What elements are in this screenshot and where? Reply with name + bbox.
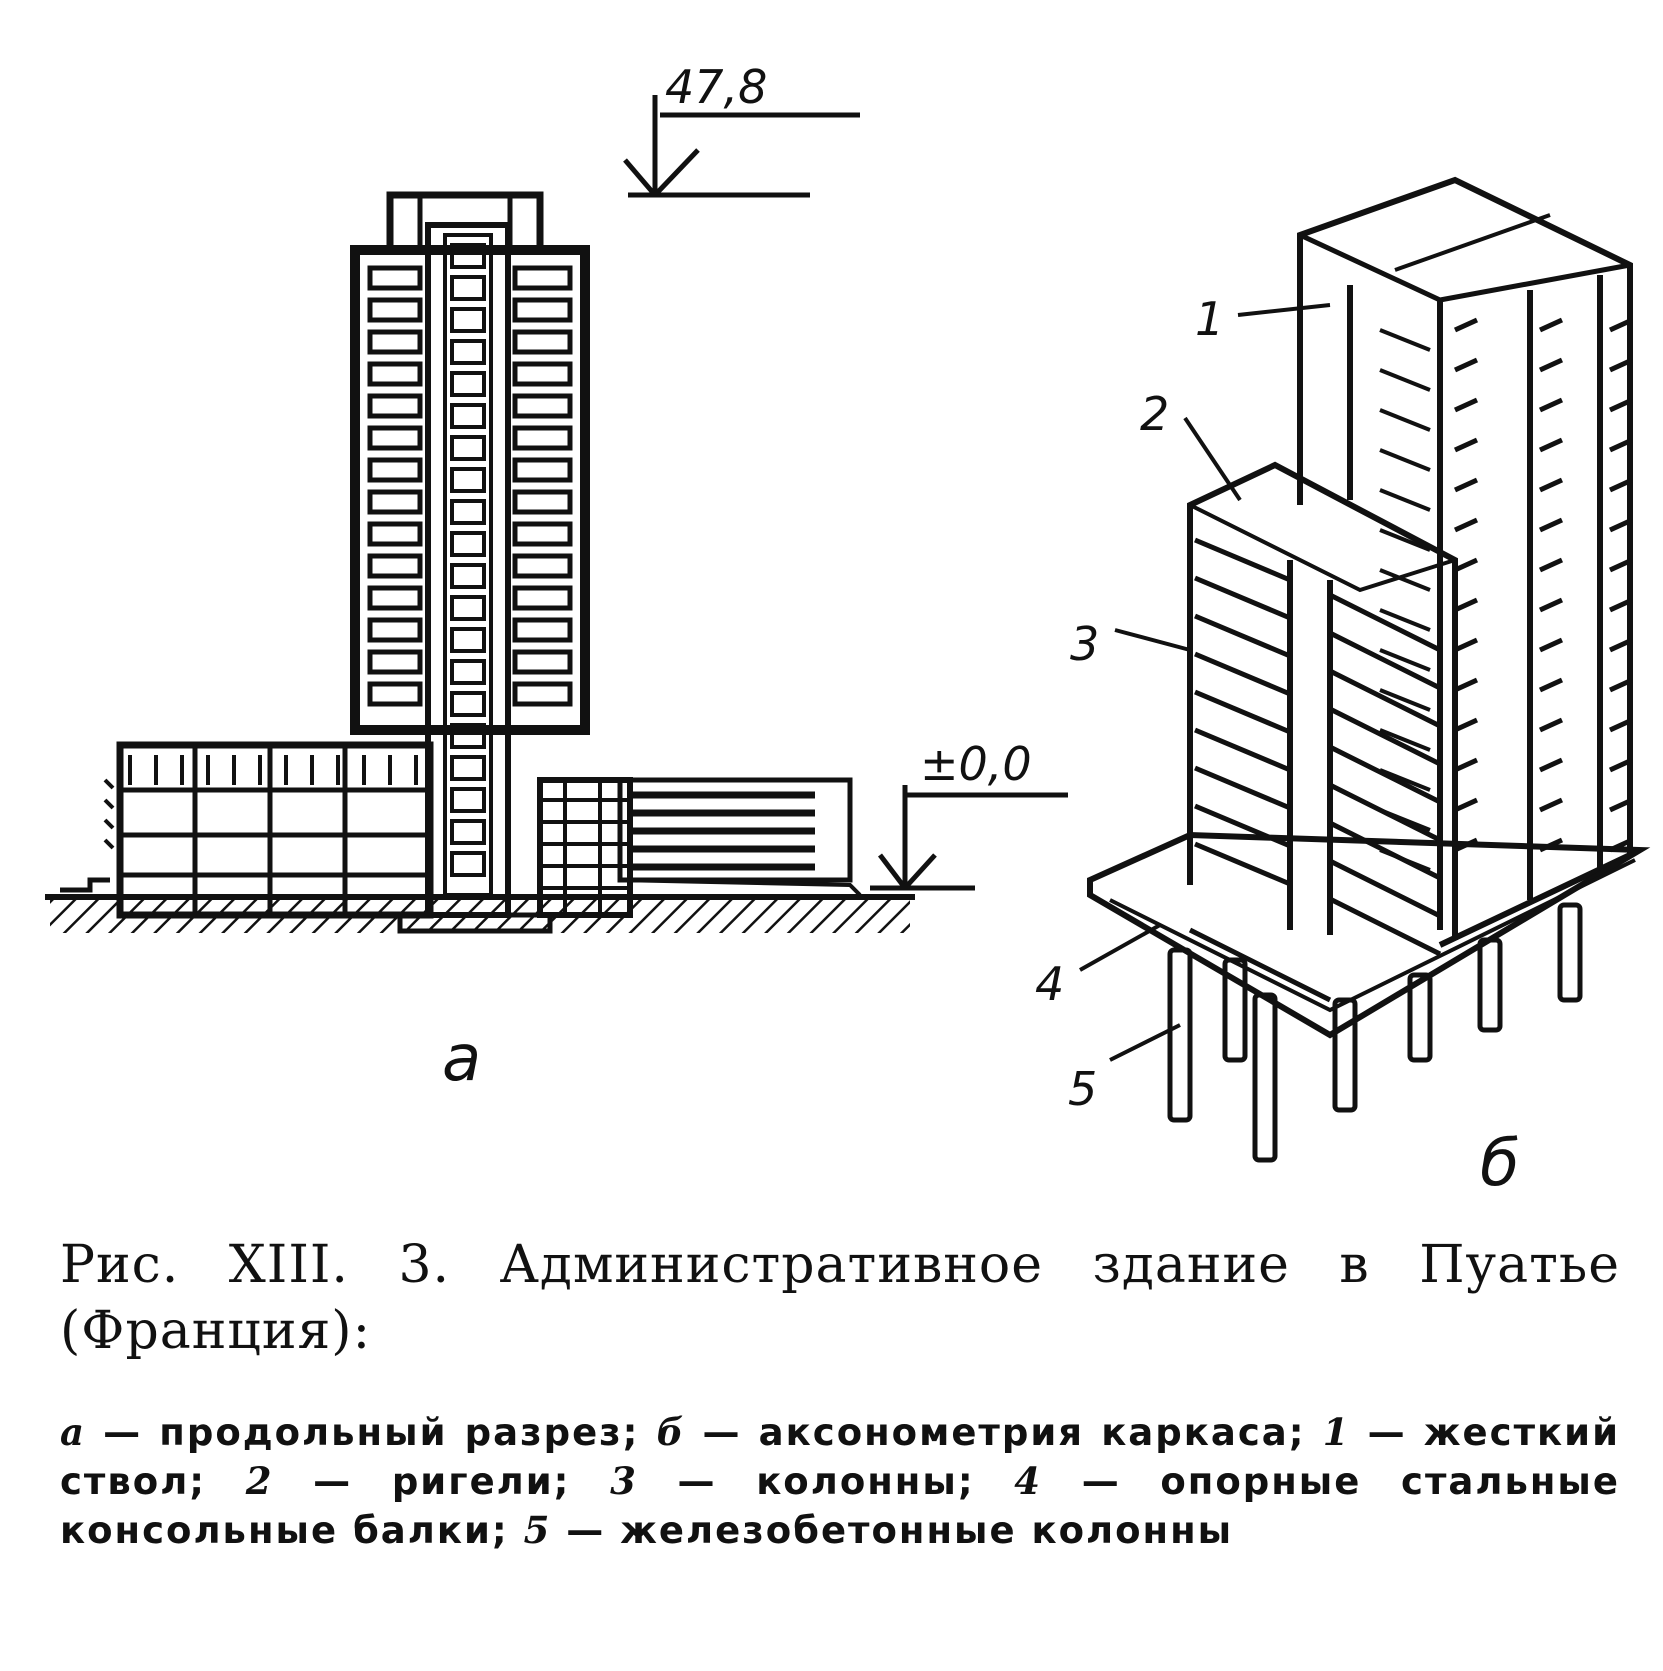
left-podium-grid	[120, 745, 430, 915]
core-floors	[452, 245, 484, 875]
elevation-label-ground: ±0,0	[920, 737, 1032, 791]
callout-5: 5	[1068, 1062, 1098, 1116]
callout-4: 4	[1035, 957, 1065, 1011]
left-podium	[120, 745, 430, 915]
figure-caption-legend	[60, 1408, 1620, 1555]
legend-item-3: 3 — колонны;	[610, 1459, 975, 1503]
figure-caption-title: Рис. XIII. 3. Административное здание в Пуатье (Франция):	[60, 1235, 1620, 1361]
subfigure-b-label: б	[1480, 1127, 1520, 1200]
subfigure-a-label: а	[442, 1022, 482, 1096]
tower-floors	[370, 268, 570, 704]
column-dashes	[1380, 320, 1632, 870]
callout-1: 1	[1195, 292, 1225, 346]
axonometry-drawing	[1080, 180, 1640, 1160]
section-drawing	[45, 195, 915, 933]
legend-item-a: а — продольный разрез;	[60, 1410, 640, 1454]
girders	[1195, 540, 1440, 954]
legend-item-4: 4 — опорные стальные консольные балки;	[60, 1459, 1620, 1552]
elevation-label-top: 47,8	[665, 60, 768, 114]
legend-item-b: б — аксонометрия каркаса;	[656, 1410, 1306, 1454]
callout-2: 2	[1140, 387, 1170, 441]
rc-piles	[1170, 905, 1580, 1160]
legend-item-5: 5 — железобетонные колонны	[523, 1508, 1234, 1552]
callout-3: 3	[1070, 617, 1100, 671]
legend-item-1: 1 — жесткий ствол;	[60, 1410, 1620, 1503]
elevation-mark-ground	[870, 785, 1068, 888]
legend-item-2: 2 — ригели;	[245, 1459, 571, 1503]
